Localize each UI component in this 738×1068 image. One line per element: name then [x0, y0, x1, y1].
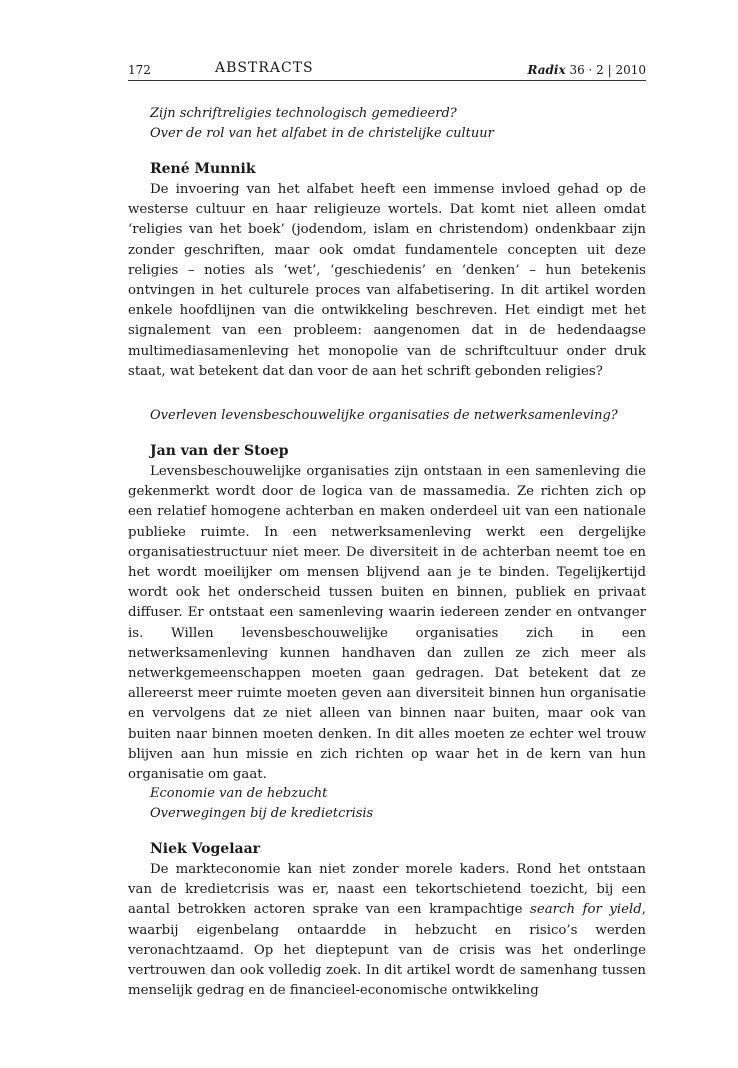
article-subtitle: Overwegingen bij de kredietcrisis — [150, 806, 374, 821]
running-header — [128, 60, 646, 82]
body-text: De markteconomie kan niet zonder morele kaders. Rond het ontstaan van de kredietcrisis was er, naast een tekortschietend toezicht, bij een aantal betrokken actoren sprake van een krampachtige — [128, 862, 646, 918]
article-author: Jan van der Stoep — [150, 443, 289, 459]
article-subtitle: Over de rol van het alfabet in de christelijke cultuur — [150, 126, 494, 141]
article-abstract — [128, 406, 646, 785]
article-title: Overleven levensbeschouwelijke organisaties de netwerksamenleving? — [150, 408, 618, 423]
journal-issue: 36 · 2 | 2010 — [569, 63, 646, 77]
article-abstract — [128, 784, 646, 1001]
article-body: De invoering van het alfabet heeft een immense invloed gehad op de westerse cultuur en haar religieuze wortels. Dat komt niet alleen omdat ‘religies van het boek’ (jodendom, islam en christendom) ondenkbaar zijn zonder geschriften, maar ook omdat fundamentele concepten uit deze religies – noties als ‘wet’, ‘geschiedenis’ en ‘denken’ – hun betekenis ontvingen in het culturele proces van alfabetisering. In dit artikel worden enkele hoofdlijnen van die ontwikkeling beschreven. Het eindigt met het signalement van een probleem: aangenomen dat in de hedendaagse multimediasamenleving het monopolie van de schriftcultuur onder druk staat, wat betekent dat dan voor de aan het schrift gebonden religies? — [128, 182, 646, 379]
article-author: René Munnik — [150, 161, 256, 177]
body-text: , waarbij eigenbelang ontaardde in hebzucht en risico’s werden veronachtzaamd. Op het dieptepunt van de crisis was het onderlinge vertrouwen dan ook volledig zoek. In dit artikel wordt de samenhang tussen menselijk gedrag en de financieel-economische ontwikkeling — [128, 902, 646, 999]
article-body: Levensbeschouwelijke organisaties zijn ontstaan in een samenleving die gekenmerkt wordt door de logica van de massamedia. Ze richten zich op een relatief homogene achterban en maken onderdeel uit van een nationale publieke ruimte. In een netwerksamenleving werkt een dergelijke organisatiestructuur niet meer. De diversiteit in de achterban neemt toe en het wordt moeilijker om mensen blijvend aan je te binden. Tegelijkertijd wordt ook het onderscheid tussen buiten en binnen, publiek en privaat diffuser. Er ontstaat een samenleving waarin iedereen zender en ontvanger is. Willen levensbeschouwelijke organisaties zich in een netwerksamenleving kunnen handhaven dan zullen ze zich meer als netwerkgemeenschappen moeten gaan gedragen. Dat betekent dat ze allereerst meer ruimte moeten geven aan diversiteit binnen hun organisatie en vervolgens dat ze niet alleen van binnen naar buiten, maar ook van buiten naar binnen moeten denken. In dit alles moeten ze echter wel trouw blijven aan hun missie en zich richten op waar het in de kern van hun organisatie om gaat. — [128, 464, 646, 783]
section-title: ABSTRACTS — [215, 60, 314, 76]
header-rule — [128, 80, 646, 81]
article-abstract — [128, 104, 646, 382]
article-title: Economie van de hebzucht — [150, 786, 328, 801]
article-title: Zijn schriftreligies technologisch gemedieerd? — [150, 106, 457, 121]
article-body — [128, 860, 646, 1001]
italic-term: search for yield — [530, 902, 642, 918]
journal-reference — [527, 63, 646, 77]
article-author: Niek Vogelaar — [150, 841, 261, 857]
journal-name: Radix — [527, 63, 566, 77]
page-number: 172 — [128, 63, 151, 77]
